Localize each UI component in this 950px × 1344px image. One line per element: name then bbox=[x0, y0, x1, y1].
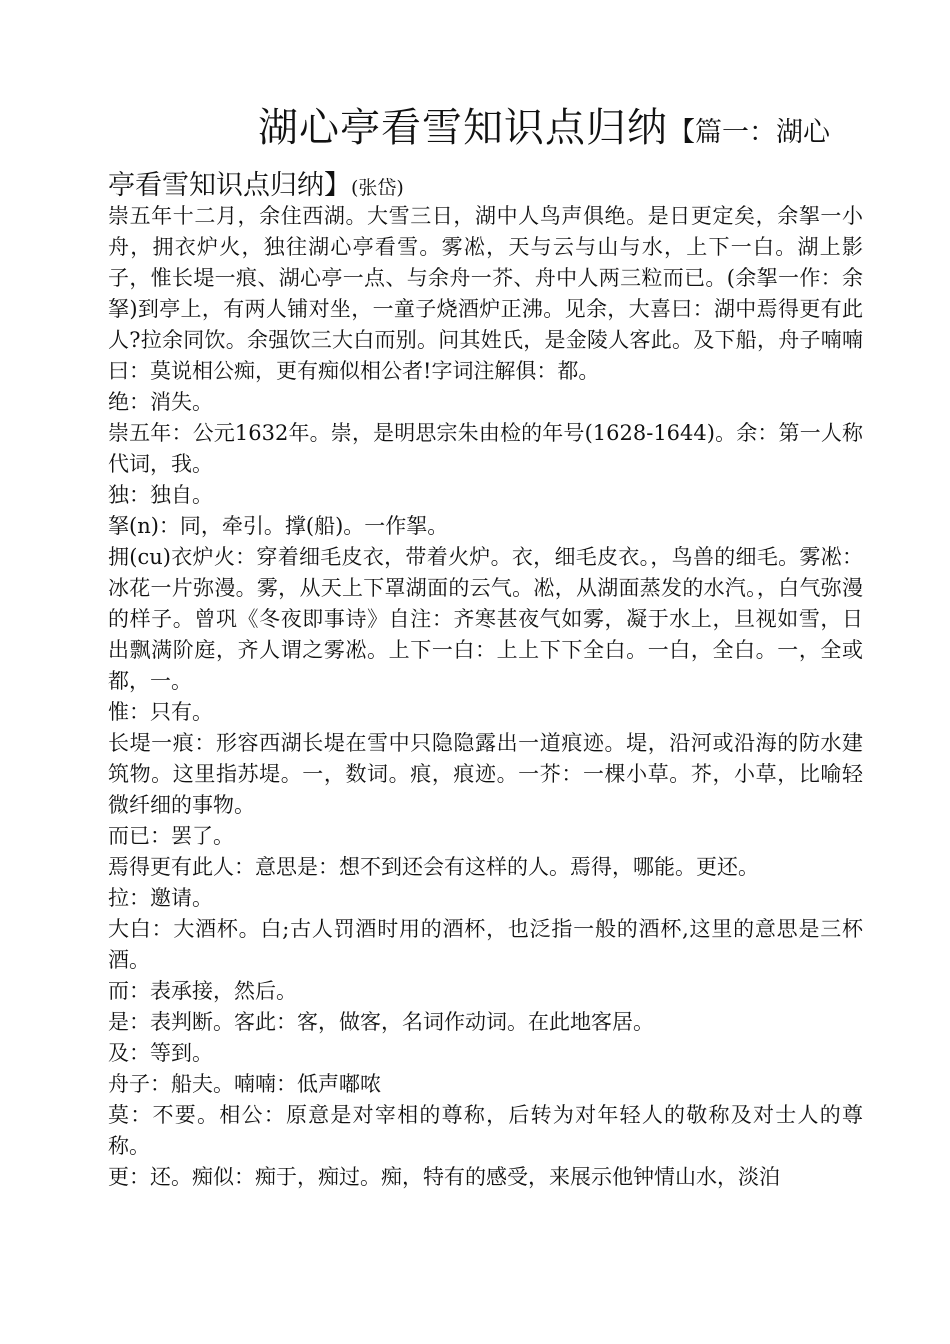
paragraph: 长堤一痕：形容西湖长堤在雪中只隐隐露出一道痕迹。堤，沿河或沿海的防水建筑物。这里指苏堤。一，数词。痕，痕迹。一芥：一棵小草。芥，小草，比喻轻微纤细的事物。 bbox=[108, 731, 863, 817]
paragraph: 及：等到。 bbox=[108, 1041, 213, 1065]
paragraph: 拏(n)：同，牵引。撑(船)。一作挐。 bbox=[108, 514, 449, 538]
paragraph: 惟：只有。 bbox=[108, 700, 213, 724]
paragraph: 拥(cu)衣炉火：穿着细毛皮衣，带着火炉。衣，细毛皮衣。，鸟兽的细毛。雾凇：冰花一片弥漫。雾，从天上下罩湖面的云气。凇，从湖面蒸发的水汽。，白气弥漫的样子。曾巩《冬夜即事诗》自注：齐寒甚夜气如雾，凝于水上，旦视如雪，日出飘满阶庭，齐人谓之雾凇。上下一白：上上下下全白。一白，全白。一，全或都，一。 bbox=[108, 545, 863, 693]
paragraph: 独：独自。 bbox=[108, 483, 213, 507]
title-line-1 bbox=[258, 96, 830, 153]
paragraph: 崇五年十二月，余住西湖。大雪三日，湖中人鸟声俱绝。是日更定矣，余挐一小舟，拥衣炉火，独往湖心亭看雪。雾凇，天与云与山与水，上下一白。湖上影子，惟长堤一痕、湖心亭一点、与余舟一芥、舟中人两三粒而已。(余挐一作：余拏)到亭上，有两人铺对坐，一童子烧酒炉正沸。见余，大喜曰：湖中焉得更有此人?拉余同饮。余强饮三大白而别。问其姓氏，是金陵人客此。及下船，舟子喃喃曰：莫说相公痴，更有痴似相公者!字词注解俱：都。 bbox=[108, 204, 863, 383]
paragraph: 大白：大酒杯。白;古人罚酒时用的酒杯，也泛指一般的酒杯,这里的意思是三杯酒。 bbox=[108, 917, 863, 972]
document-title: 湖心亭看雪知识点归纳 bbox=[258, 105, 668, 151]
paragraph: 莫：不要。相公：原意是对宰相的尊称，后转为对年轻人的敬称及对士人的尊称。 bbox=[108, 1103, 863, 1158]
paragraph: 更：还。痴似：痴于，痴过。痴，特有的感受，来展示他钟情山水，淡泊 bbox=[108, 1165, 780, 1189]
paragraph: 焉得更有此人：意思是：想不到还会有这样的人。焉得，哪能。更还。 bbox=[108, 855, 759, 879]
paragraph: 是：表判断。客此：客，做客，名词作动词。在此地客居。 bbox=[108, 1010, 654, 1034]
paragraph: 拉：邀请。 bbox=[108, 886, 213, 910]
paragraph: 而已：罢了。 bbox=[108, 824, 234, 848]
paragraph: 舟子：船夫。喃喃：低声嘟哝 bbox=[108, 1072, 381, 1096]
title-line-2 bbox=[108, 163, 404, 202]
paragraph: 崇五年：公元1632年。崇，是明思宗朱由检的年号(1628-1644)。余：第一人称代词，我。 bbox=[108, 421, 863, 476]
document-subtitle-part-2: 亭看雪知识点归纳】 bbox=[108, 170, 351, 201]
document-body bbox=[108, 201, 863, 1193]
author-name: (张岱) bbox=[351, 177, 404, 199]
paragraph: 而：表承接，然后。 bbox=[108, 979, 297, 1003]
paragraph: 绝：消失。 bbox=[108, 390, 213, 414]
document-subtitle-part-1: 【篇一：湖心 bbox=[668, 117, 830, 148]
